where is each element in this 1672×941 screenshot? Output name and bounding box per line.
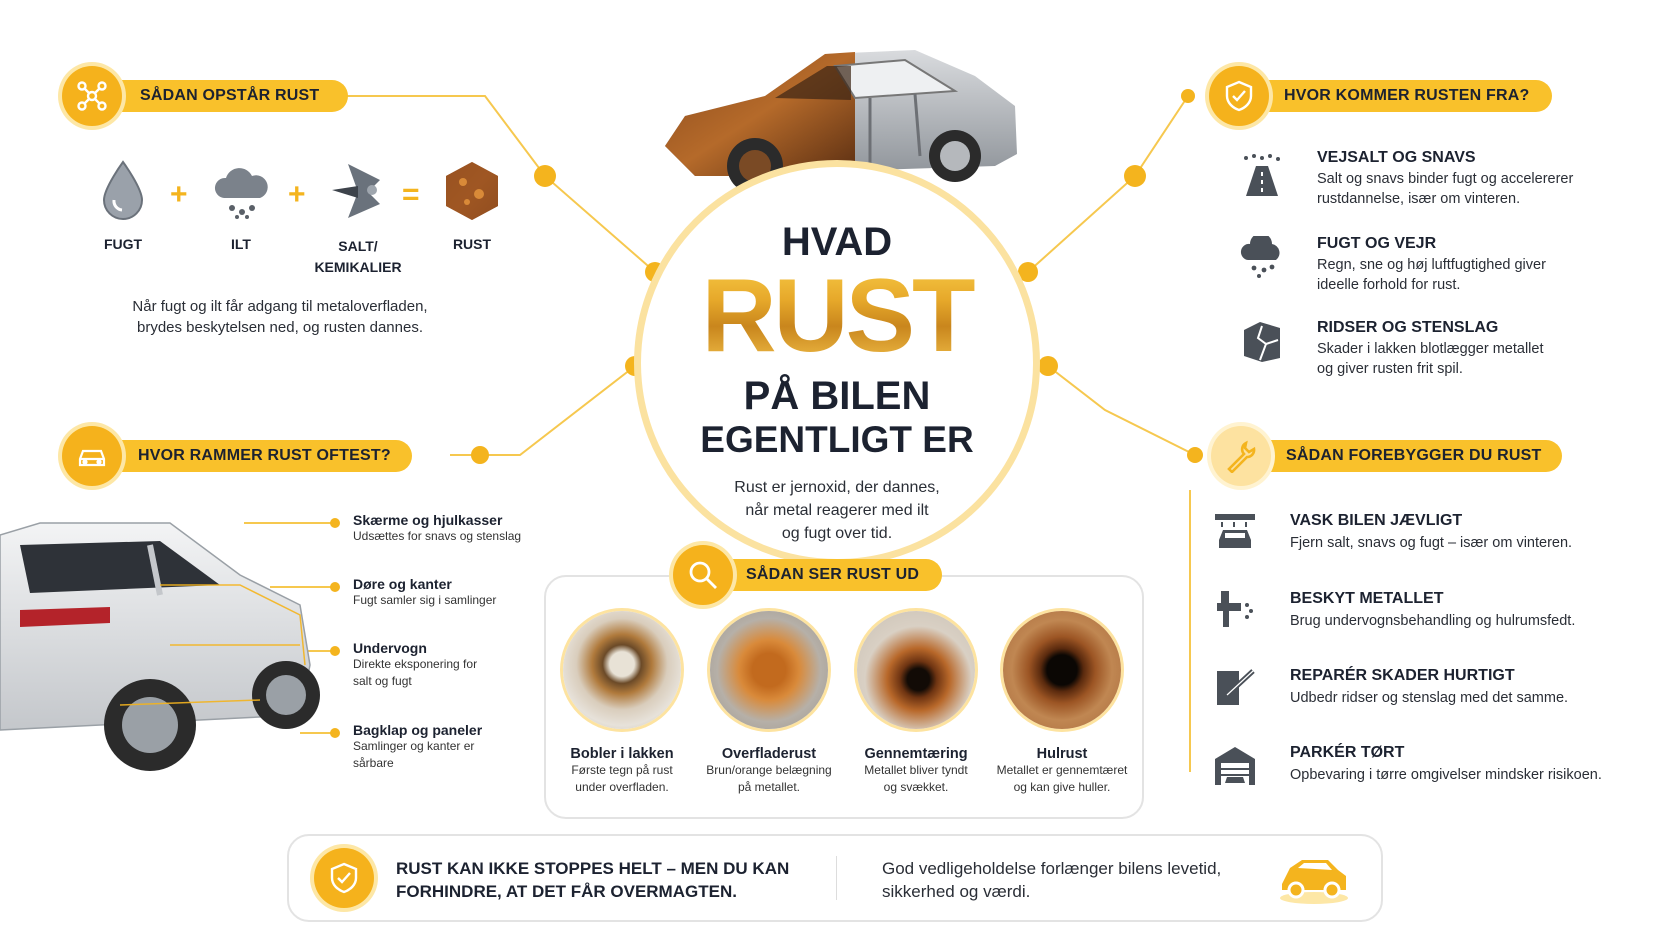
looks-item-head: Hulrust	[1036, 746, 1088, 762]
forms-title: SÅDAN OPSTÅR RUST	[140, 87, 320, 104]
source-item-body: ideelle forhold for rust.	[1317, 277, 1461, 293]
where-item-sub: Fugt samler sig i samlinger	[353, 593, 497, 607]
looks-item-head: Overfladerust	[721, 746, 817, 762]
prevent-item-head: REPARÉR SKADER HURTIGT	[1290, 667, 1515, 684]
looks-item-sub: Metallet bliver tyndt	[864, 763, 968, 777]
where-item-head: Døre og kanter	[353, 576, 452, 592]
looks-title-pill	[700, 559, 942, 591]
forms-label-fugt: FUGT	[103, 236, 143, 252]
plus-operator: +	[288, 178, 306, 211]
where-item-2	[353, 640, 477, 690]
forms-label-rust: RUST	[452, 236, 492, 252]
prevent-item-body: Brug undervognsbehandling og hulrumsfedt.	[1290, 613, 1576, 629]
magnifier-icon	[673, 545, 733, 605]
forms-description	[90, 296, 470, 338]
water-drop-icon	[100, 160, 146, 227]
footer-text-line: God vedligeholdelse forlænger bilens levetid,	[882, 859, 1222, 878]
prevent-item-0	[1290, 512, 1572, 553]
cracked-panel-icon	[1240, 320, 1284, 364]
center-desc-line: Rust er jernoxid, der dannes,	[734, 479, 940, 496]
source-item-body: Salt og snavs binder fugt og accelererer	[1317, 171, 1574, 187]
footer-headline-line: RUST KAN IKKE STOPPES HELT – MEN DU KAN	[396, 859, 790, 878]
looks-item-sub: på metallet.	[737, 780, 801, 794]
where-item-sub: salt og fugt	[353, 674, 412, 688]
where-item-head: Bagklap og paneler	[353, 722, 483, 738]
where-item-head: Undervogn	[353, 640, 427, 656]
repair-tool-icon	[1213, 665, 1257, 709]
shield-check-icon	[1209, 66, 1269, 126]
source-item-body: og giver rusten frit spil.	[1317, 361, 1463, 377]
garage-icon	[1213, 743, 1257, 787]
source-item-1	[1317, 235, 1546, 295]
wrench-icon	[1211, 426, 1271, 486]
footer-headline-line: FORHINDRE, AT DET FÅR OVERMAGTEN.	[396, 882, 737, 901]
looks-item-head: Gennemtæring	[864, 746, 968, 762]
looks-item-sub: under overfladen.	[575, 780, 669, 794]
rain-cloud-icon	[1240, 236, 1284, 280]
prevent-item-3	[1290, 744, 1602, 785]
where-item-sub: sårbare	[353, 756, 394, 770]
forms-label-ilt: ILT	[231, 236, 251, 252]
center-description	[634, 476, 1040, 545]
source-title: HVOR KOMMER RUSTEN FRA?	[1284, 87, 1530, 104]
source-title-pill	[1240, 80, 1552, 112]
source-item-head: FUGT OG VEJR	[1317, 235, 1437, 252]
prevent-item-head: VASK BILEN JÆVLIGT	[1290, 512, 1463, 529]
prevent-item-1	[1290, 590, 1575, 631]
rust-hexagon-icon	[443, 160, 501, 227]
prevent-title-pill	[1240, 440, 1562, 472]
car-icon	[1276, 850, 1352, 911]
center-desc-line: og fugt over tid.	[781, 525, 893, 542]
footer-divider	[836, 856, 837, 900]
looks-item-3	[986, 746, 1138, 796]
prevent-item-body: Fjern salt, snavs og fugt – især om vinteren.	[1290, 535, 1573, 551]
where-title: HVOR RAMMER RUST OFTEST?	[138, 447, 391, 464]
looks-item-head: Bobler i lakken	[570, 746, 674, 762]
prevent-item-head: BESKYT METALLET	[1290, 590, 1444, 607]
prevent-item-2	[1290, 667, 1568, 708]
prevent-title: SÅDAN FOREBYGGER DU RUST	[1286, 447, 1542, 464]
car-wash-icon	[1213, 510, 1257, 554]
source-item-head: VEJSALT OG SNAVS	[1317, 149, 1476, 166]
rust-photo-bubbles	[563, 611, 681, 729]
footer-headline	[396, 857, 789, 903]
where-title-pill	[100, 440, 412, 472]
rust-photo-corrosion	[857, 611, 975, 729]
prevent-item-body: Udbedr ridser og stenslag med det samme.	[1290, 690, 1569, 706]
source-item-body: rustdannelse, især om vinteren.	[1317, 191, 1521, 207]
plus-operator: +	[170, 178, 188, 211]
looks-item-2	[841, 746, 991, 796]
forms-title-pill	[100, 80, 348, 112]
where-item-head: Skærme og hjulkasser	[353, 512, 503, 528]
source-item-body: Regn, sne og høj luftfugtighed giver	[1317, 257, 1546, 273]
equals-operator: =	[402, 178, 420, 211]
source-item-0	[1317, 149, 1573, 209]
cloud-icon	[212, 164, 270, 225]
center-desc-line: når metal reagerer med ilt	[745, 502, 929, 519]
rust-photo-surface	[710, 611, 828, 729]
car-front-icon	[62, 426, 122, 486]
footer-text	[882, 857, 1221, 903]
where-item-0	[353, 512, 521, 545]
looks-item-0	[547, 746, 697, 796]
footer-text-line: sikkerhed og værdi.	[882, 882, 1031, 901]
source-item-head: RIDSER OG STENSLAG	[1317, 319, 1499, 336]
spray-gun-icon	[1213, 587, 1257, 631]
title-line-egentligt: EGENTLIGT ER	[700, 419, 974, 460]
source-item-body: Skader i lakken blotlægger metallet	[1317, 341, 1544, 357]
looks-item-sub: og svækket.	[883, 780, 949, 794]
where-item-1	[353, 576, 496, 609]
looks-item-sub: Brun/orange belægning	[706, 763, 832, 777]
shield-check-icon	[314, 848, 374, 908]
title-line-hvad: HVAD	[781, 220, 893, 264]
prevent-item-head: PARKÉR TØRT	[1290, 744, 1405, 761]
road-salt-icon	[1240, 152, 1284, 196]
forms-desc-line: Når fugt og ilt får adgang til metaloverfladen,	[132, 298, 428, 315]
looks-item-1	[694, 746, 844, 796]
where-item-sub: Samlinger og kanter er	[353, 739, 475, 753]
title-line-paa-bilen: PÅ BILEN	[743, 374, 931, 418]
title-rust: RUST	[634, 264, 1040, 368]
network-icon	[62, 66, 122, 126]
salt-crystal-icon	[328, 160, 388, 227]
looks-item-sub: og kan give huller.	[1013, 780, 1111, 794]
prevent-item-body: Opbevaring i tørre omgivelser mindsker risikoen.	[1290, 767, 1602, 783]
rust-photo-hole	[1003, 611, 1121, 729]
where-item-3	[353, 722, 482, 772]
looks-item-sub: Første tegn på rust	[571, 763, 673, 777]
where-item-sub: Udsættes for snavs og stenslag	[353, 529, 522, 543]
looks-item-sub: Metallet er gennemtæret	[996, 763, 1128, 777]
looks-title: SÅDAN SER RUST UD	[746, 566, 920, 583]
forms-label-salt: SALT/ KEMIKALIER	[314, 238, 402, 275]
white-car-illustration	[0, 515, 320, 785]
where-item-sub: Direkte eksponering for	[353, 657, 478, 671]
center-title	[634, 220, 1040, 545]
source-item-2	[1317, 319, 1543, 379]
forms-desc-line: brydes beskytelsen ned, og rusten dannes.	[136, 319, 424, 336]
